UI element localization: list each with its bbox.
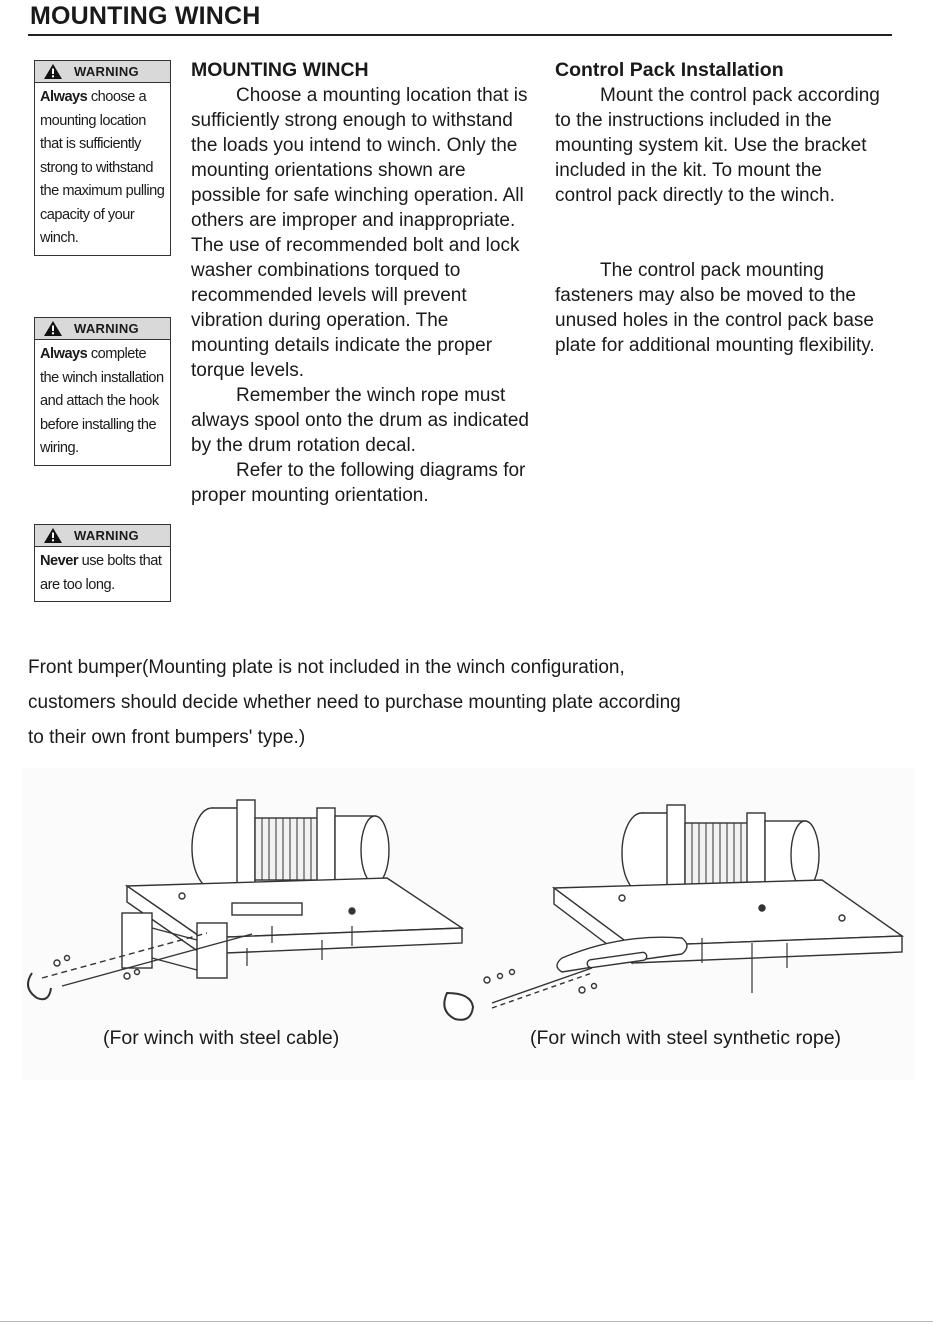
- mounting-paragraph-1b: The use of recommended bolt and lock washer combinations torqued to recommended levels will prevent vibration during operation. The mounting details indicate the proper torque levels.: [191, 235, 520, 381]
- caption-synthetic-rope: (For winch with steel synthetic rope): [530, 1027, 842, 1049]
- gearbox-cap: [791, 821, 819, 889]
- warning-lead: Always: [40, 346, 88, 362]
- gearbox-cap: [361, 816, 389, 884]
- warning-triangle-icon: [44, 64, 62, 79]
- bumper-note: [28, 650, 788, 755]
- bumper-note-line: customers should decide whether need to purchase mounting plate according: [28, 692, 681, 713]
- fairlead-roller: [122, 913, 152, 968]
- mounting-heading: MOUNTING WINCH: [191, 59, 369, 81]
- fairlead-roller: [197, 923, 227, 978]
- mounting-paragraph-2: Remember the winch rope must always spool onto the drum as indicated by the drum rotation decal.: [191, 385, 529, 456]
- warning-triangle-icon: [44, 528, 62, 543]
- control-pack-heading: Control Pack Installation: [555, 59, 784, 81]
- warning-text: complete the winch installation and attach the hook before installing the wiring.: [40, 346, 164, 456]
- warning-triangle-icon: [44, 321, 62, 336]
- warning-lead: Always: [40, 89, 88, 105]
- title-rule: [28, 34, 892, 36]
- page-title: MOUNTING WINCH: [30, 2, 261, 30]
- control-pack-section: [555, 58, 880, 358]
- control-pack-paragraph-1: Mount the control pack according to the instructions included in the mounting system kit. Use the bracket included in the kit. To mount the control pack directly to the winch.: [555, 85, 880, 206]
- bottom-rule: [0, 1321, 933, 1322]
- warning-label: WARNING: [74, 64, 139, 79]
- warning-label: WARNING: [74, 528, 139, 543]
- steel-cable-diagram: [28, 800, 462, 999]
- warning-text: use bolts that are too long.: [40, 553, 162, 593]
- bumper-note-line: to their own front bumpers' type.): [28, 727, 306, 748]
- warning-box-location: [34, 60, 171, 256]
- mounting-paragraph-3: Refer to the following diagrams for proper mounting orientation.: [191, 460, 526, 506]
- mounting-paragraph-1: Choose a mounting location that is sufficiently strong enough to withstand the loads you intend to winch. Only the mounting orientations shown are possible for safe winching operation. All others are improper and inappropriate.: [191, 85, 528, 231]
- caption-steel-cable: (For winch with steel cable): [103, 1027, 340, 1049]
- warning-box-hook: [34, 317, 171, 466]
- winch-hook: [444, 993, 473, 1020]
- warning-label: WARNING: [74, 321, 139, 336]
- bumper-note-line: Front bumper(Mounting plate is not included in the winch configuration,: [28, 657, 625, 678]
- control-pack-paragraph-2: The control pack mounting fasteners may also be moved to the unused holes in the control pack base plate for additional mounting flexibility.: [555, 260, 875, 356]
- warning-lead: Never: [40, 553, 79, 569]
- warning-text: choose a mounting location that is sufficiently strong to withstand the maximum pulling capacity of your winch.: [40, 89, 165, 246]
- synthetic-rope-diagram: [444, 805, 902, 1020]
- warning-box-bolts: [34, 524, 171, 602]
- mounting-section: [191, 58, 531, 508]
